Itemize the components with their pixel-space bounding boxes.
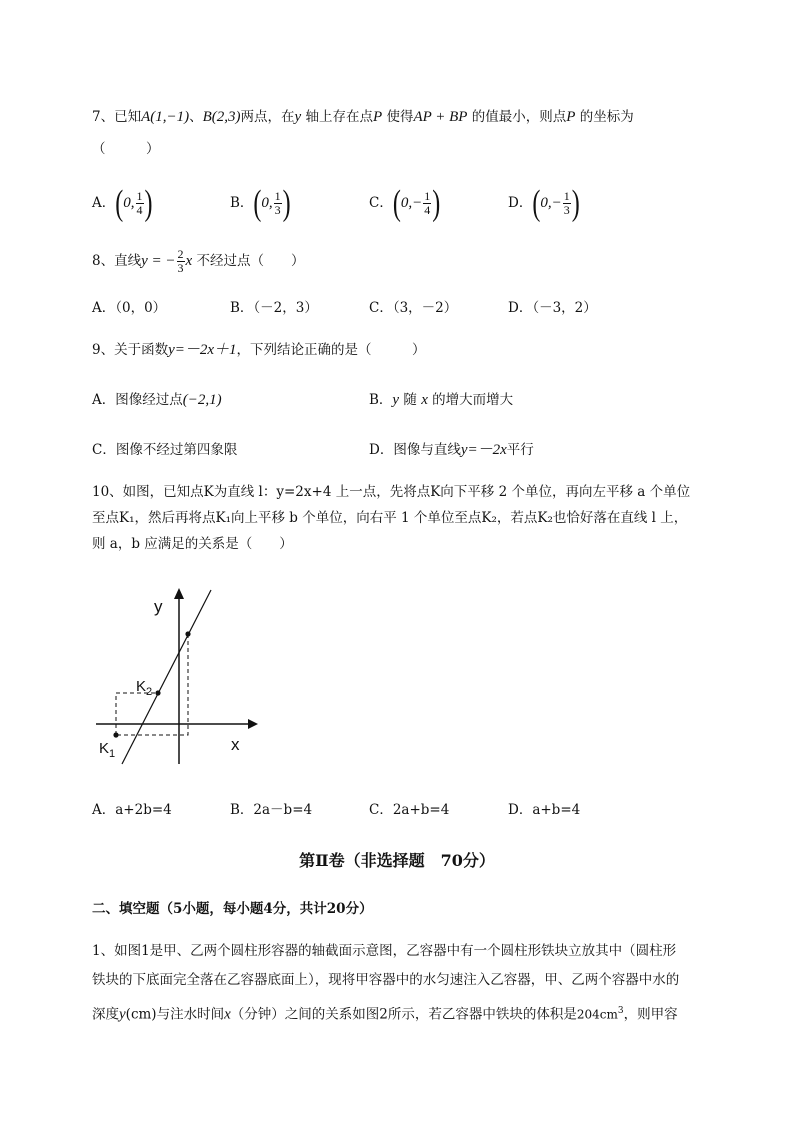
q7-option-c-lparen: ( bbox=[392, 184, 401, 223]
q9-option-b-mid: 随 bbox=[403, 392, 422, 408]
q7-option-a bbox=[92, 184, 153, 223]
x-axis-arrow bbox=[248, 719, 258, 729]
point-k1 bbox=[113, 732, 118, 737]
q11-line-3-sup: 3 bbox=[617, 1006, 624, 1016]
q11-line-2: 铁块的下底面完全落在乙容器底面上），现将甲容器中的水匀速注入乙容器，甲、乙两个容器中水的 bbox=[92, 972, 680, 988]
q7-option-b-den: 3 bbox=[274, 203, 281, 217]
q8-option-c: C．（3，－2） bbox=[369, 300, 458, 316]
q11-line-3-b: (cm)与注水时间 bbox=[125, 1006, 225, 1023]
point-k bbox=[185, 631, 190, 636]
q9-option-a bbox=[92, 390, 222, 410]
q7-option-d bbox=[508, 184, 580, 223]
q9-option-d-eq: y=－2x bbox=[460, 442, 507, 458]
q7-option-c-num: 1 bbox=[424, 189, 431, 203]
q7-option-c-rparen: ) bbox=[432, 184, 441, 223]
q7-option-a-num: 1 bbox=[136, 189, 143, 203]
q10-option-d: D．a+b=4 bbox=[508, 802, 581, 818]
q7-option-d-num: 1 bbox=[563, 189, 570, 203]
k1-label-main: K bbox=[99, 740, 110, 757]
q7-option-c-den: 4 bbox=[424, 203, 431, 217]
q11-line-3-y: y bbox=[119, 1006, 126, 1023]
q8-option-a: A．（0，0） bbox=[92, 300, 167, 316]
q10-option-a: A．a+2b=4 bbox=[92, 802, 172, 818]
q8-option-d: D．（－3，2） bbox=[508, 300, 597, 316]
q7-option-c-pre: 0,− bbox=[400, 195, 423, 211]
section-title: 第Ⅱ卷（非选择题 70分） bbox=[299, 851, 495, 870]
point-k2 bbox=[155, 690, 160, 695]
q8-x: x bbox=[185, 253, 193, 269]
q7-sep: 、 bbox=[189, 109, 203, 125]
q7-option-b-label: B． bbox=[230, 195, 254, 211]
q7-expr: AP + BP bbox=[413, 109, 468, 125]
k1-label bbox=[99, 740, 115, 760]
q7-option-a-lparen: ( bbox=[115, 184, 124, 223]
q10-option-c: C．2a+b=4 bbox=[369, 802, 450, 818]
q11-line-3-d: ，则甲容 bbox=[623, 1006, 678, 1023]
q7-option-a-frac bbox=[136, 190, 144, 217]
q7-answer-blank: （ ） bbox=[92, 141, 160, 157]
q9-prefix: 9、关于函数 bbox=[92, 342, 169, 358]
k2-label-sub: 2 bbox=[146, 686, 153, 698]
q7-option-d-den: 3 bbox=[563, 203, 570, 217]
q8-prefix: 8、直线 bbox=[92, 253, 142, 269]
q10-line-3: 则 a，b 应满足的关系是（ ） bbox=[92, 536, 293, 552]
k1-label-sub: 1 bbox=[109, 748, 116, 760]
q9-eq: y=－2x＋1 bbox=[168, 342, 237, 358]
q7-option-a-pre: 0, bbox=[123, 195, 135, 211]
q10-figure bbox=[88, 582, 268, 772]
q7-text-2: 轴上存在点 bbox=[301, 109, 373, 125]
q9-option-b bbox=[369, 390, 513, 410]
q7-option-d-lparen: ( bbox=[532, 184, 541, 223]
q9-option-b-y: y bbox=[392, 392, 400, 408]
q9-option-d-label: D．图像与直线 bbox=[369, 442, 461, 458]
y-axis-label: y bbox=[154, 597, 163, 616]
q9-option-b-x: x bbox=[421, 392, 428, 408]
q8-den: 3 bbox=[177, 261, 184, 275]
q7-option-a-label: A． bbox=[92, 195, 116, 211]
dashed-k1-to-k2 bbox=[116, 693, 158, 735]
q8-option-b: B．（－2，3） bbox=[230, 300, 318, 316]
q8-num: 2 bbox=[177, 247, 184, 261]
q10-option-b: B．2a－b=4 bbox=[230, 802, 313, 818]
q7-text-5: 的坐标为 bbox=[575, 109, 634, 125]
q9-option-a-label: A．图像经过点 bbox=[92, 392, 183, 408]
q7-text-3: 使得 bbox=[382, 109, 414, 125]
q7-option-c-frac bbox=[423, 190, 431, 217]
q11-line-3-x: x bbox=[224, 1006, 231, 1023]
dashed-k-to-k1 bbox=[116, 634, 188, 735]
q9-option-c: C．图像不经过第四象限 bbox=[92, 442, 238, 458]
q7-prefix: 7、已知 bbox=[92, 109, 142, 125]
q7-option-b-frac bbox=[274, 190, 282, 217]
q7-option-b-rparen: ) bbox=[282, 184, 291, 223]
q9-option-b-tail: 的增大而增大 bbox=[427, 392, 514, 408]
q9-option-d-tail: 平行 bbox=[506, 442, 534, 458]
q7-option-d-rparen: ) bbox=[571, 184, 580, 223]
q7-option-b-pre: 0, bbox=[261, 195, 273, 211]
q8-suffix: 不经过点（ ） bbox=[192, 253, 305, 269]
k2-label bbox=[136, 678, 152, 698]
q8-stem bbox=[92, 248, 304, 275]
q7-text-4: 的值最小，则点 bbox=[467, 109, 567, 125]
q7-option-c bbox=[369, 184, 441, 223]
k2-label-main: K bbox=[136, 678, 147, 695]
q7-text-1: 两点，在 bbox=[240, 109, 295, 125]
q7-option-b bbox=[230, 184, 291, 223]
q7-p2: P bbox=[566, 109, 576, 125]
q7-option-d-label: D． bbox=[508, 195, 533, 211]
q10-line-1: 10、如图，已知点K为直线 l：y=2x+4 上一点，先将点K向下平移 2 个单位，再向左平移 a 个单位 bbox=[92, 484, 691, 500]
q7-p1: P bbox=[373, 109, 383, 125]
q7-option-c-label: C． bbox=[369, 195, 393, 211]
q7-option-d-frac bbox=[563, 190, 571, 217]
q11-line-3 bbox=[92, 1001, 678, 1025]
q7-option-a-rparen: ) bbox=[144, 184, 153, 223]
q9-suffix: ，下列结论正确的是（ ） bbox=[236, 342, 426, 358]
q7-option-b-num: 1 bbox=[274, 189, 281, 203]
q9-option-b-label: B． bbox=[369, 392, 393, 408]
q7-point-a: A(1,−1) bbox=[141, 109, 190, 125]
y-axis-arrow bbox=[174, 588, 184, 599]
q11-line-1: 1、如图1是甲、乙两个圆柱形容器的轴截面示意图，乙容器中有一个圆柱形铁块立放其中（圆柱形 bbox=[92, 943, 677, 959]
q11-line-3-a: 深度 bbox=[92, 1006, 119, 1023]
q7-point-b: B(2,3) bbox=[202, 109, 241, 125]
q10-line-2: 至点K₁，然后再将点K₁向上平移 b 个单位，向右平 1 个单位至点K₂，若点K₂也恰好落在直线 l 上， bbox=[92, 510, 688, 526]
q9-option-d bbox=[369, 440, 534, 460]
q9-stem bbox=[92, 340, 426, 360]
part2-title: 二、填空题（5小题，每小题4分，共计20分） bbox=[92, 901, 373, 917]
q7-option-d-pre: 0,− bbox=[540, 195, 562, 211]
q7-option-b-lparen: ( bbox=[253, 184, 262, 223]
q11-line-3-c: （分钟）之间的关系如图2所示，若乙容器中铁块的体积是 bbox=[230, 1006, 577, 1023]
q9-option-a-point: (−2,1) bbox=[182, 392, 222, 408]
line-l bbox=[122, 590, 211, 764]
q11-line-3-volume: 204cm bbox=[576, 1007, 618, 1022]
q7-option-a-den: 4 bbox=[136, 203, 143, 217]
x-axis-label: x bbox=[231, 735, 240, 754]
q7-stem bbox=[92, 107, 634, 127]
q8-eq: y = − bbox=[141, 253, 176, 269]
q7-y: y bbox=[294, 109, 302, 125]
q8-frac bbox=[177, 248, 185, 275]
